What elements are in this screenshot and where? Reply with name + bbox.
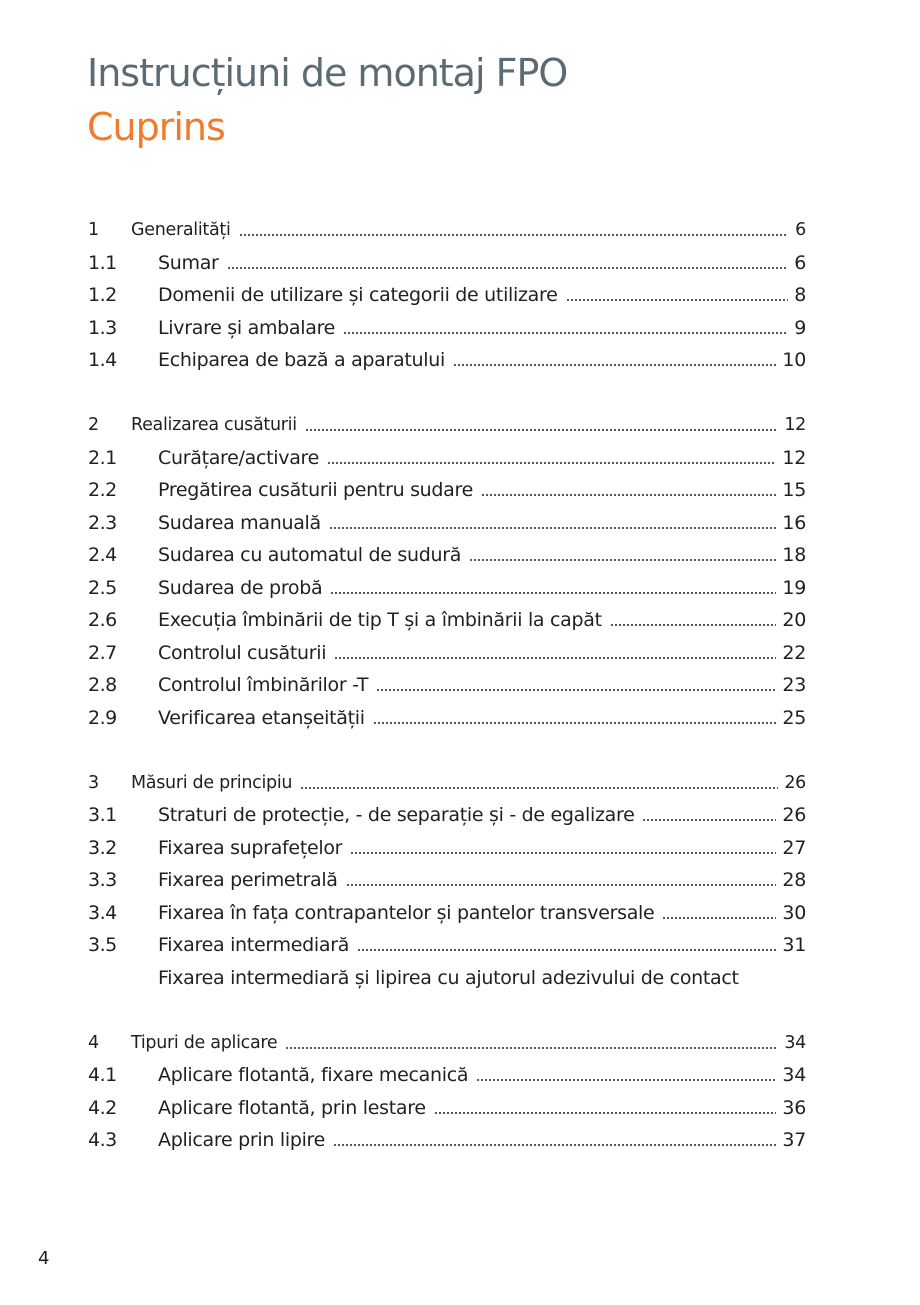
toc-entry[interactable]: [88, 929, 806, 962]
toc-entry-number: 2.5: [88, 576, 117, 599]
toc-entry-label: Aplicare prin lipire: [158, 1129, 326, 1151]
toc-entry-page: 20: [782, 609, 806, 631]
dot-leader: [662, 910, 776, 922]
toc-entry-number: 2.7: [88, 641, 117, 664]
toc-entry-number: 1.4: [88, 349, 117, 371]
section-title: Cuprins: [87, 105, 225, 149]
toc-entry[interactable]: [88, 1124, 806, 1157]
toc-entry-label: Aplicare flotantă, fixare mecanică: [158, 1064, 469, 1086]
toc-entry[interactable]: [88, 474, 806, 507]
toc-entry-label: Sudarea cu automatul de sudură: [158, 544, 462, 566]
toc-entry-page: 27: [782, 836, 806, 859]
toc-entry-page: 36: [782, 1096, 806, 1119]
dot-leader: [434, 1105, 777, 1117]
toc-entry-label: Aplicare flotantă, prin lestare: [158, 1096, 426, 1119]
toc-entry-number: 2.3: [88, 511, 117, 534]
toc-entry-number: 4.3: [88, 1129, 117, 1151]
toc-chapter-entry[interactable]: [88, 1027, 806, 1060]
toc-entry[interactable]: [88, 279, 806, 312]
dot-leader: [346, 877, 777, 889]
toc-entry-page: 30: [782, 901, 806, 924]
toc-entry-label: Fixarea intermediară și lipirea cu ajutorul adezivului de contact: [158, 966, 739, 989]
toc-entry-label: Sumar: [158, 251, 219, 274]
dot-leader: [227, 260, 788, 272]
toc-entry-number: 3.4: [88, 901, 117, 924]
toc-entry-page: 9: [794, 316, 806, 339]
dot-leader: [610, 617, 777, 629]
toc-section: [88, 1027, 806, 1157]
dot-leader: [305, 422, 779, 434]
toc-entry[interactable]: [88, 312, 806, 345]
toc-entry[interactable]: [88, 637, 806, 670]
toc-entry-number: 4: [88, 1032, 99, 1053]
toc-entry-number: 1.1: [88, 251, 117, 274]
page-number: 4: [38, 1248, 50, 1269]
toc-entry[interactable]: [88, 1059, 806, 1092]
toc-entry-page: 19: [782, 576, 806, 599]
toc-entry-label: Verificarea etanșeității: [158, 706, 365, 729]
dot-leader: [300, 780, 778, 792]
toc-section: [88, 767, 806, 995]
toc-entry-page: 16: [782, 511, 806, 534]
toc-entry-number: 2.4: [88, 544, 117, 566]
toc-entry[interactable]: [88, 897, 806, 930]
toc-entry-number: 4.1: [88, 1064, 117, 1086]
dot-leader: [357, 942, 776, 954]
table-of-contents: [88, 214, 806, 1189]
toc-chapter-entry[interactable]: [88, 767, 806, 800]
dot-leader: [329, 520, 777, 532]
dot-leader: [343, 325, 788, 337]
toc-entry-page: 34: [784, 1032, 806, 1053]
toc-entry-page: 6: [795, 220, 806, 240]
toc-entry[interactable]: [88, 832, 806, 865]
toc-entry-label: Realizarea cusăturii: [131, 415, 297, 435]
dot-leader: [350, 845, 776, 857]
toc-entry-label: Tipuri de aplicare: [131, 1032, 278, 1053]
toc-chapter-entry[interactable]: [88, 409, 806, 442]
toc-entry-page: 12: [782, 446, 806, 469]
toc-entry-number: 2.1: [88, 446, 117, 469]
toc-entry[interactable]: [88, 864, 806, 897]
toc-entry-number: 2.2: [88, 479, 117, 501]
toc-entry-label: Generalități: [131, 220, 231, 240]
toc-entry-page: 28: [782, 869, 806, 891]
toc-entry-label: Măsuri de principiu: [131, 772, 293, 793]
toc-entry[interactable]: [88, 962, 806, 995]
toc-section: [88, 214, 806, 377]
toc-entry-label: Fixarea perimetrală: [158, 869, 338, 891]
dot-leader: [376, 682, 776, 694]
toc-entry-page: 15: [782, 479, 806, 501]
toc-entry-page: 12: [784, 415, 806, 435]
toc-entry-label: Echiparea de bază a aparatului: [158, 349, 445, 371]
toc-entry-page: 23: [782, 674, 806, 696]
toc-entry-number: 3.3: [88, 869, 117, 891]
toc-entry[interactable]: [88, 669, 806, 702]
toc-entry[interactable]: [88, 604, 806, 637]
header: [87, 46, 567, 154]
toc-entry-page: 26: [784, 772, 806, 793]
toc-entry-label: Sudarea manuală: [158, 511, 321, 534]
toc-entry-label: Pregătirea cusăturii pentru sudare: [158, 479, 473, 501]
toc-entry[interactable]: [88, 507, 806, 540]
dot-leader: [333, 1137, 776, 1149]
toc-entry[interactable]: [88, 1092, 806, 1125]
toc-entry-label: Controlul cusăturii: [158, 641, 327, 664]
toc-entry-page: 25: [782, 706, 806, 729]
toc-entry[interactable]: [88, 247, 806, 280]
dot-leader: [239, 227, 788, 239]
toc-entry[interactable]: [88, 799, 806, 832]
toc-entry-number: 2.9: [88, 706, 117, 729]
toc-entry-number: 1: [88, 220, 99, 240]
toc-entry-label: Straturi de protecție, - de separație și - de egalizare: [158, 804, 635, 826]
toc-entry-label: Fixarea suprafețelor: [158, 836, 343, 859]
toc-entry-page: 22: [782, 641, 806, 664]
toc-entry-number: 2.8: [88, 674, 117, 696]
document-title: Instrucțiuni de montaj FPO: [87, 51, 568, 95]
toc-entry[interactable]: [88, 539, 806, 572]
toc-entry-page: 26: [782, 804, 806, 826]
toc-entry-page: 18: [782, 544, 806, 566]
toc-entry-label: Domenii de utilizare și categorii de utilizare: [158, 284, 558, 306]
toc-entry-page: 8: [794, 284, 806, 306]
toc-entry-page: 31: [782, 934, 806, 956]
toc-entry[interactable]: [88, 702, 806, 735]
toc-entry-number: 2.6: [88, 609, 117, 631]
dot-leader: [334, 650, 776, 662]
toc-entry-page: 6: [794, 251, 806, 274]
toc-entry-page: 34: [782, 1064, 806, 1086]
toc-entry-number: 1.2: [88, 284, 117, 306]
dot-leader: [476, 1072, 776, 1084]
dot-leader: [327, 455, 776, 467]
toc-entry-page: 10: [782, 349, 806, 371]
toc-entry-label: Execuția îmbinării de tip T și a îmbinării la capăt: [158, 609, 602, 631]
dot-leader: [642, 812, 776, 824]
toc-entry-label: Fixarea intermediară: [158, 934, 350, 956]
toc-entry-label: Controlul îmbinărilor -T: [158, 674, 369, 696]
toc-entry-number: 3.2: [88, 836, 117, 859]
toc-entry-label: Sudarea de probă: [158, 576, 323, 599]
toc-entry-number: 3.5: [88, 934, 117, 956]
toc-entry-number: 3: [88, 772, 99, 793]
toc-entry-page: 37: [782, 1129, 806, 1151]
dot-leader: [373, 715, 777, 727]
toc-entry-number: 4.2: [88, 1096, 117, 1119]
toc-entry[interactable]: [88, 572, 806, 605]
dot-leader: [481, 487, 776, 499]
dot-leader: [566, 292, 788, 304]
toc-entry[interactable]: [88, 442, 806, 475]
toc-entry-number: 3.1: [88, 804, 117, 826]
toc-entry-label: Curățare/activare: [158, 446, 320, 469]
toc-entry-number: 2: [88, 415, 99, 435]
dot-leader: [469, 552, 776, 564]
dot-leader: [453, 357, 776, 369]
dot-leader: [285, 1040, 778, 1052]
toc-entry-label: Livrare și ambalare: [158, 316, 336, 339]
toc-entry-label: Fixarea în fața contrapantelor și pantelor transversale: [158, 901, 655, 924]
dot-leader: [330, 585, 776, 597]
toc-entry-number: 1.3: [88, 316, 117, 339]
toc-chapter-entry[interactable]: [88, 214, 806, 247]
toc-section: [88, 409, 806, 734]
toc-entry[interactable]: [88, 344, 806, 377]
